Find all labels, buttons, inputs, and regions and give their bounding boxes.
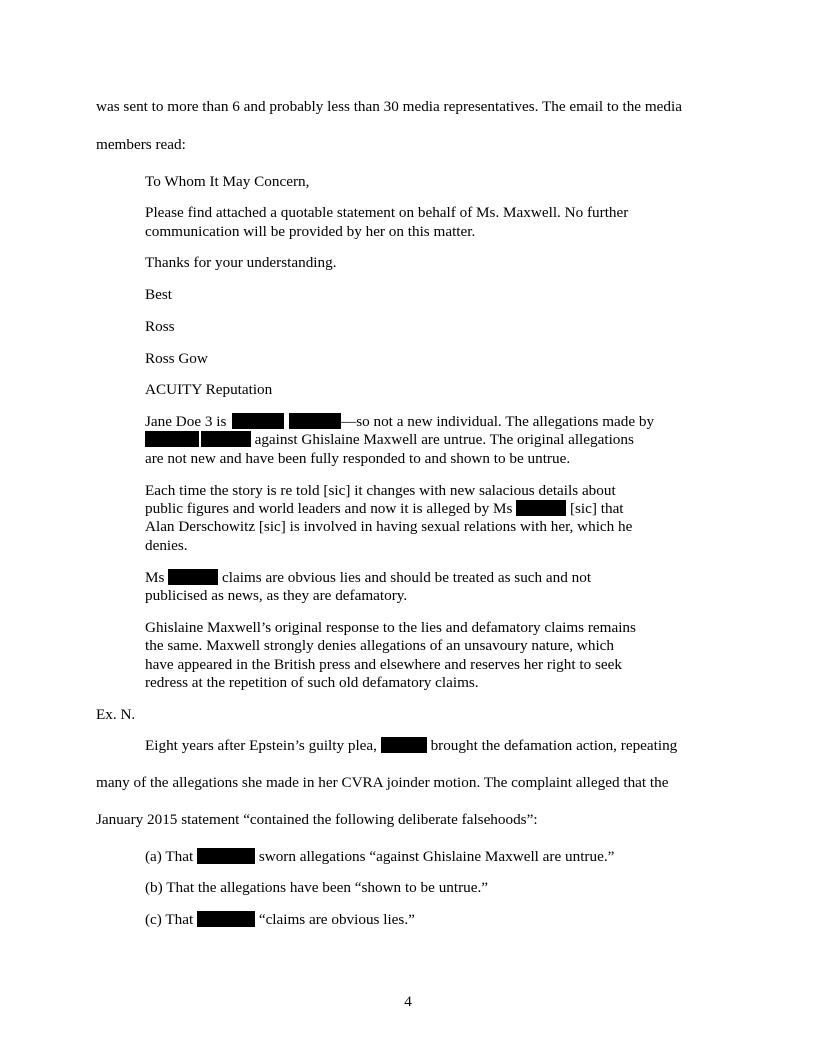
email-line: Please find attached a quotable statement on behalf of Ms. Maxwell. No further: [145, 204, 629, 221]
falsehood-text: “claims are obvious lies.”: [258, 911, 415, 928]
statement-text: —so not a new individual. The allegations made by: [341, 413, 655, 430]
statement-line: Each time the story is re told [sic] it changes with new salacious details about: [145, 482, 616, 499]
statement-text: public figures and world leaders and now it is alleged by Ms: [145, 500, 513, 517]
redaction-box: [201, 431, 251, 447]
falsehood-item: [145, 847, 614, 866]
redaction-box: [232, 413, 284, 429]
body-line: members read:: [96, 136, 186, 153]
redaction-box: [168, 569, 218, 585]
statement-line: the same. Maxwell strongly denies allegations of an unsavoury nature, which: [145, 637, 615, 654]
email-signature-name: Ross Gow: [145, 350, 208, 367]
exhibit-label: Ex. N.: [96, 706, 136, 723]
email-signature-first: Ross: [145, 318, 175, 335]
redaction-box: [516, 500, 566, 516]
email-closing: Best: [145, 286, 173, 303]
statement-text: Ms: [145, 569, 165, 586]
falsehood-text: sworn allegations “against Ghislaine Maxwell are untrue.”: [258, 848, 615, 865]
statement-text: against Ghislaine Maxwell are untrue. The original allegations: [254, 431, 634, 448]
statement-line: [145, 499, 624, 518]
body-text: Eight years after Epstein’s guilty plea,: [145, 737, 377, 754]
email-line: communication will be provided by her on this matter.: [145, 223, 476, 240]
redaction-box: [381, 737, 427, 753]
falsehood-item: [145, 878, 488, 897]
body-line: [145, 736, 677, 755]
body-text: brought the defamation action, repeating: [430, 737, 678, 754]
statement-line: Alan Derschowitz [sic] is involved in having sexual relations with her, which he: [145, 518, 633, 535]
statement-line: Ghislaine Maxwell’s original response to the lies and defamatory claims remains: [145, 619, 636, 636]
statement-line: have appeared in the British press and elsewhere and reserves her right to seek: [145, 656, 622, 673]
statement-line: [145, 430, 634, 449]
statement-line: denies.: [145, 537, 188, 554]
body-line: was sent to more than 6 and probably less than 30 media representatives. The email to the media: [96, 98, 682, 115]
body-line: many of the allegations she made in her CVRA joinder motion. The complaint alleged that the: [96, 774, 669, 791]
statement-line: [145, 412, 654, 431]
falsehood-item: [145, 910, 415, 929]
email-thanks: Thanks for your understanding.: [145, 254, 337, 271]
redaction-box: [197, 848, 255, 864]
page-number: 4: [404, 993, 412, 1010]
email-signature-company: ACUITY Reputation: [145, 381, 273, 398]
redaction-box: [197, 911, 255, 927]
falsehood-text: That the allegations have been “shown to be untrue.”: [166, 879, 489, 896]
list-marker: (c): [145, 911, 162, 928]
falsehood-text: That: [165, 848, 194, 865]
statement-text: Jane Doe 3 is: [145, 413, 227, 430]
body-line: January 2015 statement “contained the following deliberate falsehoods”:: [96, 811, 538, 828]
statement-line: [145, 568, 591, 587]
list-marker: (b): [145, 879, 163, 896]
falsehood-text: That: [165, 911, 194, 928]
list-marker: (a): [145, 848, 162, 865]
email-salutation: To Whom It May Concern,: [145, 173, 310, 190]
statement-line: redress at the repetition of such old defamatory claims.: [145, 674, 479, 691]
statement-text: claims are obvious lies and should be treated as such and not: [222, 569, 592, 586]
redaction-box: [289, 413, 341, 429]
statement-text: [sic] that: [569, 500, 624, 517]
redaction-box: [145, 431, 199, 447]
statement-line: publicised as news, as they are defamatory.: [145, 587, 408, 604]
statement-line: are not new and have been fully responded to and shown to be untrue.: [145, 450, 571, 467]
